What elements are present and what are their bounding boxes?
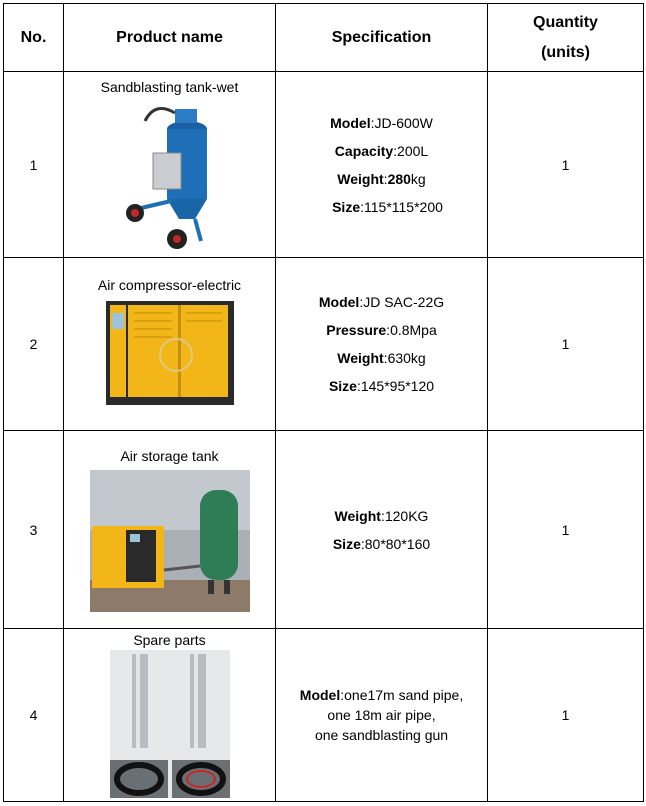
quantity-cell: 1	[488, 431, 644, 629]
specification-cell	[276, 629, 488, 802]
product-cell	[64, 431, 276, 629]
spec-line: Pressure:0.8Mpa	[326, 322, 437, 338]
spare-parts-image	[110, 650, 230, 798]
spec-line: Weight:630kg	[337, 350, 426, 366]
spec-line: Model:JD SAC-22G	[318, 294, 445, 310]
product-name: Spare parts	[133, 632, 206, 648]
header-row	[4, 4, 644, 72]
table-row	[4, 431, 644, 629]
specification-cell	[276, 72, 488, 258]
product-name: Air storage tank	[120, 447, 219, 464]
row-number: 3	[4, 431, 64, 629]
quantity-cell: 1	[488, 629, 644, 802]
specification-cell	[276, 431, 488, 629]
spec-line: Capacity:200L	[334, 142, 429, 159]
spec-line: Weight:280kg	[337, 170, 426, 187]
product-cell	[64, 629, 276, 802]
spec-line: Size:115*115*200	[332, 198, 443, 215]
row-number: 1	[4, 72, 64, 258]
row-number: 2	[4, 258, 64, 431]
quantity-cell: 1	[488, 72, 644, 258]
spec-line: one sandblasting gun	[314, 727, 449, 743]
spec-line: Size:145*95*120	[328, 378, 435, 394]
table-row	[4, 629, 644, 802]
spec-line: Model:JD-600W	[330, 114, 433, 131]
product-name: Air compressor-electric	[97, 277, 242, 293]
header-quantity-line1: Quantity	[533, 13, 598, 31]
header-no: No.	[4, 4, 64, 72]
air-compressor-image	[102, 299, 238, 411]
spec-line: Size:80*80*160	[332, 535, 431, 552]
header-quantity	[488, 4, 644, 72]
spec-line: Model:one17m sand pipe,	[299, 687, 464, 703]
table-row	[4, 72, 644, 258]
specification-cell	[276, 258, 488, 431]
spec-line: one 18m air pipe,	[327, 707, 436, 723]
sandblasting-tank-image	[105, 101, 235, 251]
product-cell	[64, 72, 276, 258]
product-name: Sandblasting tank-wet	[100, 78, 239, 95]
product-cell	[64, 258, 276, 431]
equipment-table	[3, 3, 644, 802]
air-storage-tank-image	[90, 470, 250, 612]
table-row	[4, 258, 644, 431]
quantity-cell: 1	[488, 258, 644, 431]
header-product: Product name	[64, 4, 276, 72]
header-spec: Specification	[276, 4, 488, 72]
header-quantity-line2: (units)	[541, 43, 590, 61]
spec-line: Weight:120KG	[334, 507, 429, 524]
row-number: 4	[4, 629, 64, 802]
